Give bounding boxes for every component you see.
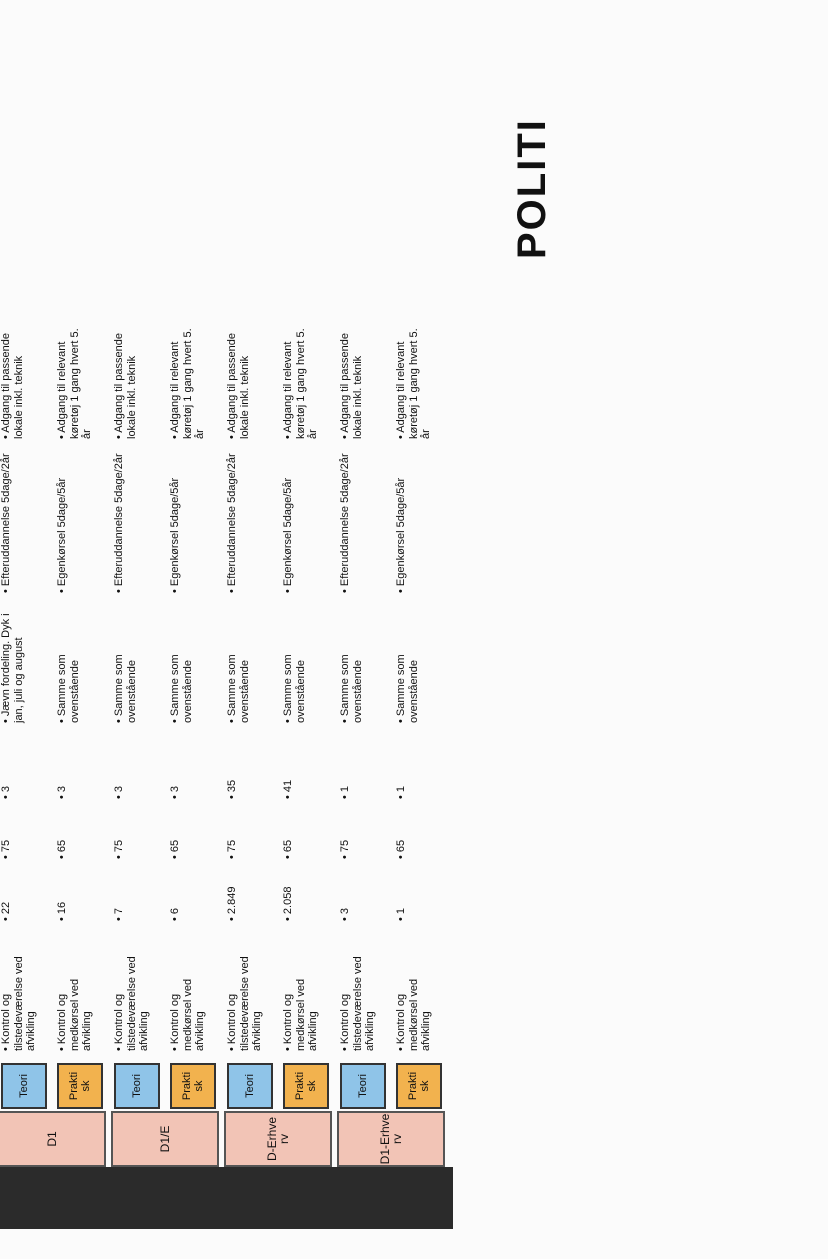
cell-saerlige-krav: • Efteruddannelse 5dage/2år <box>226 453 239 593</box>
cell-efterspoergsel: • Samme som ovenstående <box>395 601 420 723</box>
table-row <box>393 289 447 1229</box>
cell-eksaminerede: • 7 <box>113 865 126 921</box>
cell-byer: • 3 <box>56 749 69 799</box>
cell-eksaminerede: • 2.058 <box>282 865 295 921</box>
cell-it-forudsaetning: • Adgang til relevant køretøj 1 gang hvert 5. år <box>56 321 94 439</box>
table-row <box>224 289 278 1229</box>
cell-efterspoergsel: • Samme som ovenstående <box>113 601 138 723</box>
table-row <box>337 289 391 1229</box>
cell-tid: • 75 <box>113 809 126 859</box>
type-badge: Teori <box>227 1063 273 1109</box>
cell-it-forudsaetning: • Adgang til relevant køretøj 1 gang hvert 5. år <box>169 321 207 439</box>
category-band <box>387 1167 453 1229</box>
cell-saerlige-krav: • Efteruddannelse 5dage/2år <box>339 453 352 593</box>
cell-it-forudsaetning: • Adgang til passende lokale inkl. teknik <box>0 321 25 439</box>
type-badge: Teori <box>114 1063 160 1109</box>
cell-saerlige-krav: • Egenkørsel 5dage/5år <box>169 453 182 593</box>
cell-byer: • 1 <box>395 749 408 799</box>
cell-eksaminerede: • 16 <box>56 865 69 921</box>
cell-saerlige-krav: • Efteruddannelse 5dage/2år <box>0 453 13 593</box>
cell-tid: • 75 <box>226 809 239 859</box>
cell-beskrivelse: • Kontrol og medkørsel ved afvikling <box>169 941 207 1051</box>
type-badge: Prakti sk <box>170 1063 216 1109</box>
cell-byer: • 3 <box>113 749 126 799</box>
cell-byer: • 1 <box>339 749 352 799</box>
cell-tid: • 65 <box>282 809 295 859</box>
table-row <box>280 289 334 1229</box>
cell-beskrivelse: • Kontrol og medkørsel ved afvikling <box>395 941 433 1051</box>
cell-tid: • 65 <box>169 809 182 859</box>
cell-byer: • 35 <box>226 749 239 799</box>
cell-efterspoergsel: • Samme som ovenstående <box>226 601 251 723</box>
cell-it-forudsaetning: • Adgang til relevant køretøj 1 gang hvert 5. år <box>282 321 320 439</box>
cell-efterspoergsel: • Jævn fordeling. Dyk i jan, juli og august <box>0 601 25 723</box>
cell-tid: • 65 <box>395 809 408 859</box>
cell-saerlige-krav: • Egenkørsel 5dage/5år <box>395 453 408 593</box>
cell-beskrivelse: • Kontrol og tilstedeværelse ved afvikling <box>0 941 38 1051</box>
cell-tid: • 75 <box>339 809 352 859</box>
document-page <box>0 90 710 1259</box>
cell-byer: • 3 <box>169 749 182 799</box>
cell-efterspoergsel: • Samme som ovenstående <box>282 601 307 723</box>
table-row <box>167 289 221 1229</box>
cell-efterspoergsel: • Samme som ovenstående <box>56 601 81 723</box>
cell-it-forudsaetning: • Adgang til passende lokale inkl. teknik <box>226 321 251 439</box>
type-badge: Teori <box>340 1063 386 1109</box>
cell-beskrivelse: • Kontrol og medkørsel ved afvikling <box>282 941 320 1051</box>
cell-beskrivelse: • Kontrol og medkørsel ved afvikling <box>56 941 94 1051</box>
cell-eksaminerede: • 6 <box>169 865 182 921</box>
cell-tid: • 65 <box>56 809 69 859</box>
table-row <box>111 289 165 1229</box>
table-row <box>0 289 52 1229</box>
cell-beskrivelse: • Kontrol og tilstedeværelse ved afvikling <box>226 941 264 1051</box>
cell-eksaminerede: • 3 <box>339 865 352 921</box>
type-badge: Teori <box>1 1063 47 1109</box>
cell-it-forudsaetning: • Adgang til passende lokale inkl. teknik <box>113 321 138 439</box>
group-label-d1-erhverv: D1-Erhve rv <box>337 1111 445 1167</box>
cell-saerlige-krav: • Egenkørsel 5dage/5år <box>282 453 295 593</box>
cell-eksaminerede: • 22 <box>0 865 13 921</box>
cell-byer: • 3 <box>0 749 13 799</box>
group-label-d-erhverv: D-Erhve rv <box>224 1111 332 1167</box>
group-label-d1: D1 <box>0 1111 106 1167</box>
cell-beskrivelse: • Kontrol og tilstedeværelse ved afvikling <box>113 941 151 1051</box>
cell-tid: • 75 <box>0 809 13 859</box>
type-badge: Prakti sk <box>396 1063 442 1109</box>
cell-it-forudsaetning: • Adgang til relevant køretøj 1 gang hvert 5. år <box>395 321 433 439</box>
cell-byer: • 41 <box>282 749 295 799</box>
politi-logo: POLITI <box>510 118 554 259</box>
cell-eksaminerede: • 2.849 <box>226 865 239 921</box>
cell-saerlige-krav: • Efteruddannelse 5dage/2år <box>113 453 126 593</box>
cell-it-forudsaetning: • Adgang til passende lokale inkl. teknik <box>339 321 364 439</box>
type-badge: Prakti sk <box>283 1063 329 1109</box>
cell-saerlige-krav: • Egenkørsel 5dage/5år <box>56 453 69 593</box>
table-row <box>54 289 108 1229</box>
cell-beskrivelse: • Kontrol og tilstedeværelse ved afvikling <box>339 941 377 1051</box>
cell-efterspoergsel: • Samme som ovenstående <box>339 601 364 723</box>
type-badge: Prakti sk <box>57 1063 103 1109</box>
cell-eksaminerede: • 1 <box>395 865 408 921</box>
cell-efterspoergsel: • Samme som ovenstående <box>169 601 194 723</box>
group-label-d1e: D1/E <box>111 1111 219 1167</box>
